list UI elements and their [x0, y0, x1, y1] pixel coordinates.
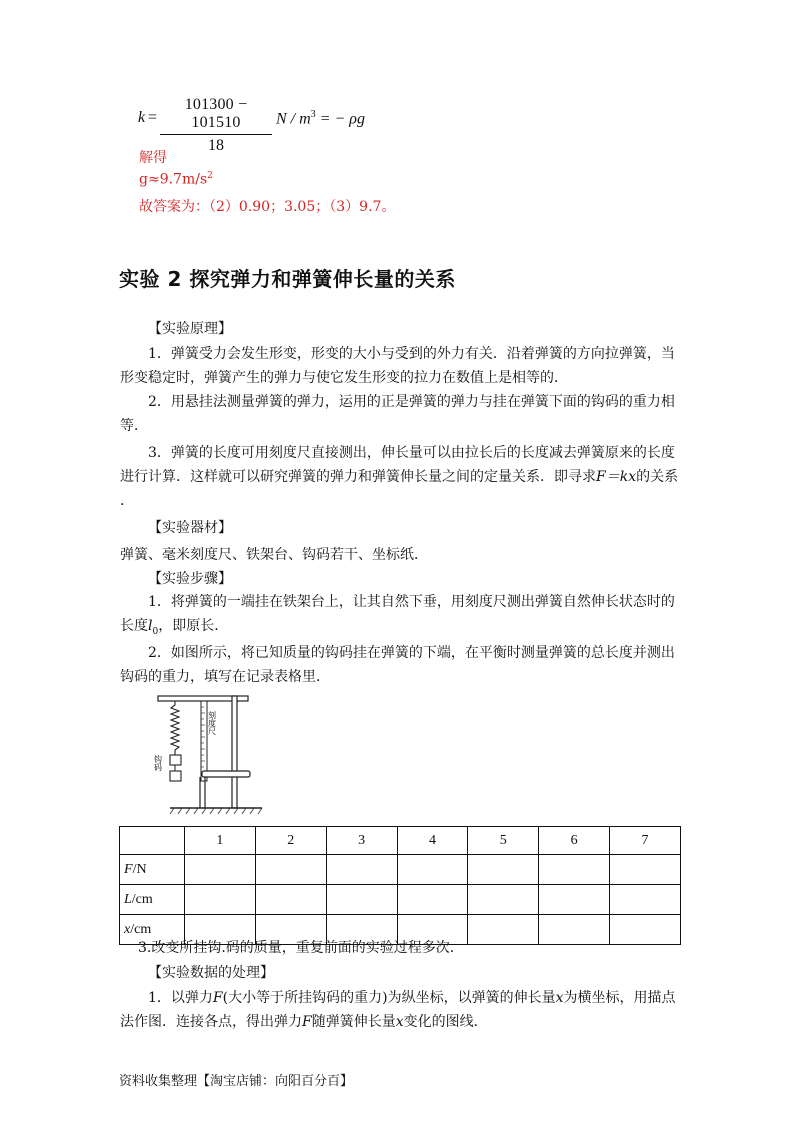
table-header-row — [120, 827, 681, 855]
principle-3-tail: 的关系 ． — [120, 469, 679, 509]
formula-rhs — [276, 109, 365, 128]
table-cell — [610, 855, 681, 885]
principle-heading: 【实验原理】 — [148, 321, 232, 337]
table-cell — [468, 855, 539, 885]
base-hatch — [170, 808, 262, 814]
table-cell — [539, 885, 610, 915]
processing-1 — [120, 986, 680, 1034]
processing-1-e: 变化的图线． — [403, 1014, 488, 1030]
table-cell — [397, 855, 468, 885]
table-row — [120, 855, 681, 885]
solve-label: 解得 — [139, 150, 167, 166]
table-header-cell: 1 — [185, 827, 256, 855]
row-label-l — [120, 885, 185, 915]
row-var: F — [124, 861, 133, 877]
table-header-cell: 6 — [539, 827, 610, 855]
footer-note: 资料收集整理【淘宝店铺：向阳百分百】 — [119, 1074, 354, 1089]
table-cell — [185, 855, 256, 885]
table-cell — [185, 885, 256, 915]
step-1-var: l — [148, 618, 153, 634]
equipment-list: 弹簧、毫米刻度尺、铁架台、钩码若干、坐标纸． — [120, 547, 428, 563]
g-value-line — [139, 171, 213, 188]
formula-suffix: = − ρg — [315, 110, 365, 128]
section-title: 实验 2 探究弹力和弹簧伸长量的关系 — [119, 267, 456, 291]
formula-denominator: 18 — [208, 137, 224, 154]
processing-1-F2: F — [302, 1014, 312, 1030]
record-table — [119, 826, 681, 945]
formula-numerator: 101300 − 101510 — [160, 96, 272, 135]
table-header-cell: 2 — [255, 827, 326, 855]
step-3: 3.改变所挂钩.码的质量，重复前面的实验过程多次． — [138, 940, 464, 956]
table-header-cell: 3 — [326, 827, 397, 855]
formula-equals: = — [148, 109, 158, 126]
formula-fraction — [160, 96, 272, 155]
table-cell — [468, 915, 539, 945]
step-2: 2．如图所示，将已知质量的钩码挂在弹簧的下端，在平衡时测量弹簧的总长度并测出钩码的重力，填写在记录表格里． — [120, 645, 675, 685]
equipment-heading: 【实验器材】 — [148, 520, 232, 536]
row-label-f — [120, 855, 185, 885]
table-cell — [610, 885, 681, 915]
processing-1-d: 随弹簧伸长量 — [311, 1014, 396, 1030]
processing-1-a: 1．以弹力 — [148, 990, 213, 1006]
weight-2 — [170, 771, 181, 781]
table-cell — [539, 915, 610, 945]
step-1-text: 1．将弹簧的一端挂在铁架台上，让其自然下垂，用刻度尺测出弹簧自然伸长状态时的长度 — [120, 594, 675, 634]
table-corner-cell — [120, 827, 185, 855]
weight-1 — [170, 755, 181, 765]
row-unit: /cm — [130, 921, 152, 937]
processing-1-b: (大小等于所挂钩码的重力)为纵坐标，以弹簧的伸长量 — [222, 990, 556, 1006]
table-cell — [255, 885, 326, 915]
table-cell — [610, 915, 681, 945]
table-cell — [397, 885, 468, 915]
final-answer: 故答案为：（2）0.90；3.05；（3）9.7。 — [139, 199, 396, 215]
row-var: x — [124, 921, 131, 937]
row-unit: /cm — [131, 891, 153, 907]
row-var: L — [124, 891, 132, 907]
principle-3-formula: F＝kx — [596, 469, 637, 485]
stand-rod — [232, 696, 237, 808]
formula-unit: N / m — [276, 110, 311, 128]
formula-lhs: k — [138, 109, 146, 126]
principle-3-text: 3．弹簧的长度可用刻度尺直接测出，伸长量可以由拉长后的长度减去弹簧原来的长度进行计算．这样就可以研究弹簧的弹力和弹簧伸长量之间的定量关系．即寻求 — [120, 445, 675, 485]
g-exp: 2 — [207, 171, 213, 181]
steps-heading: 【实验步骤】 — [148, 571, 232, 587]
ruler-label: 刻度尺 — [207, 711, 217, 735]
principle-3 — [120, 441, 680, 513]
platform — [202, 771, 250, 777]
g-value: g≈9.7m/s — [139, 171, 208, 188]
step-1-tail: ，即原长． — [158, 618, 229, 634]
formula-exp: 3 — [310, 109, 316, 120]
step-1 — [120, 590, 680, 644]
processing-1-c: 为横坐标，用描点法作图．连接各点，得出弹力 — [120, 990, 676, 1030]
spring — [171, 701, 179, 755]
weights-label: 钩码 — [153, 755, 163, 771]
table-cell — [326, 855, 397, 885]
processing-heading: 【实验数据的处理】 — [148, 965, 274, 981]
table-row — [120, 885, 681, 915]
apparatus-figure — [150, 693, 270, 821]
processing-1-x2: x — [395, 1014, 404, 1030]
processing-1-F: F — [212, 990, 223, 1006]
table-header-cell: 5 — [468, 827, 539, 855]
table-header-cell: 4 — [397, 827, 468, 855]
table-cell — [326, 885, 397, 915]
processing-1-x: x — [555, 990, 564, 1006]
step-1-sub: 0 — [152, 626, 159, 637]
row-unit: /N — [132, 861, 147, 877]
table-header-cell: 7 — [610, 827, 681, 855]
principle-1: 1．弹簧受力会发生形变，形变的大小与受到的外力有关．沿着弹簧的方向拉弹簧，当形变稳定时，弹簧产生的弹力与使它发生形变的拉力在数值上是相等的． — [120, 346, 675, 386]
table-cell — [539, 855, 610, 885]
table-cell — [468, 885, 539, 915]
table-cell — [255, 855, 326, 885]
principle-2: 2．用悬挂法测量弹簧的弹力，运用的正是弹簧的弹力与挂在弹簧下面的钩码的重力相等． — [120, 394, 675, 434]
